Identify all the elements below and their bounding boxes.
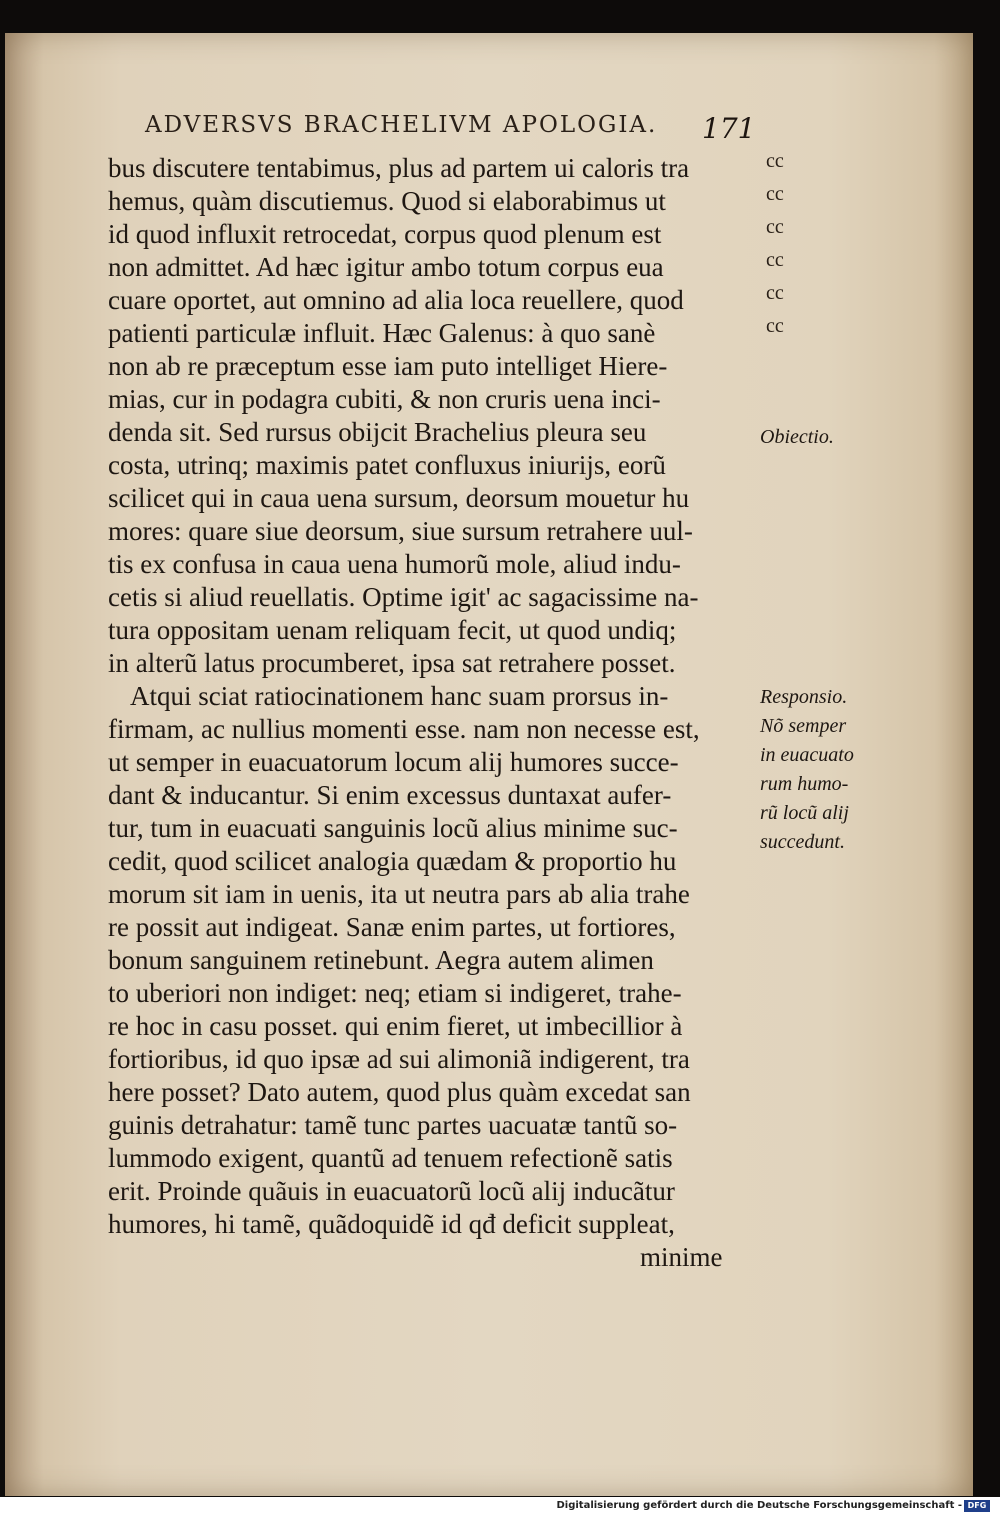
text-line: patienti particulæ influit. Hæc Galenus: à quo sanè bbox=[108, 318, 656, 348]
text-line: lummodo exigent, quantũ ad tenuem refectionẽ satis bbox=[108, 1143, 673, 1173]
marginal-quote-mark: cc bbox=[766, 216, 784, 238]
page-number: 171 bbox=[702, 112, 756, 145]
text-line: dant & inducantur. Si enim excessus duntaxat aufer- bbox=[108, 780, 672, 810]
text-line: mores: quare siue deorsum, siue sursum retrahere uul- bbox=[108, 516, 693, 546]
marginal-note-response: Responsio. bbox=[760, 686, 848, 708]
marginal-note-objection: Obiectio. bbox=[760, 426, 834, 448]
catchword: minime bbox=[640, 1242, 723, 1272]
text-line: tis ex confusa in caua uena humorũ mole, aliud indu- bbox=[108, 549, 681, 579]
text-line: bus discutere tentabimus, plus ad partem ui caloris tra bbox=[108, 153, 690, 183]
text-line: cuare oportet, aut omnino ad alia loca reuellere, quod bbox=[108, 285, 684, 315]
text-line: erit. Proinde quãuis in euacuatorũ locũ alij inducãtur bbox=[108, 1176, 675, 1206]
text-line: bonum sanguinem retinebunt. Aegra autem alimen bbox=[108, 945, 654, 975]
text-line: denda sit. Sed rursus obijcit Brachelius pleura seu bbox=[108, 417, 647, 447]
text-line: humores, hi tamẽ, quãdoquidẽ id qđ deficit suppleat, bbox=[108, 1209, 675, 1239]
text-line: here posset? Dato autem, quod plus quàm excedat san bbox=[108, 1077, 691, 1107]
text-line: fortioribus, id quo ipsæ ad sui alimoniã indigerent, tra bbox=[108, 1044, 690, 1074]
text-line: tura oppositam uenam reliquam fecit, ut quod undiq; bbox=[108, 615, 677, 645]
marginal-quote-mark: cc bbox=[766, 315, 784, 337]
marginal-note-response: in euacuato bbox=[760, 744, 854, 766]
text-line: tur, tum in euacuati sanguinis locũ alius minime suc- bbox=[108, 813, 678, 843]
text-line: Atqui sciat ratiocinationem hanc suam prorsus in- bbox=[130, 681, 669, 711]
text-line: costa, utrinq; maximis patet confluxus iniurijs, eorũ bbox=[108, 450, 666, 480]
text-line: cedit, quod scilicet analogia quædam & proportio hu bbox=[108, 846, 677, 876]
text-line: in alterũ latus procumberet, ipsa sat retrahere posset. bbox=[108, 648, 676, 678]
text-line: hemus, quàm discutiemus. Quod si elaborabimus ut bbox=[108, 186, 666, 216]
text-line: re possit aut indigeat. Sanæ enim partes, ut fortiores, bbox=[108, 912, 676, 942]
dfg-logo-icon: DFG bbox=[964, 1500, 990, 1512]
text-line: id quod influxit retrocedat, corpus quod plenum est bbox=[108, 219, 662, 249]
marginal-note-response: succedunt. bbox=[760, 831, 845, 853]
marginal-quote-mark: cc bbox=[766, 150, 784, 172]
text-line: cetis si aliud reuellatis. Optime igit' ac sagacissime na- bbox=[108, 582, 699, 612]
marginal-quote-mark: cc bbox=[766, 249, 784, 271]
text-line: re hoc in casu posset. qui enim fieret, ut imbecillior à bbox=[108, 1011, 683, 1041]
text-line: mias, cur in podagra cubiti, & non cruris uena inci- bbox=[108, 384, 661, 414]
marginal-quote-mark: cc bbox=[766, 183, 784, 205]
marginal-note-response: rum humo- bbox=[760, 773, 849, 795]
text-line: morum sit iam in uenis, ita ut neutra pars ab alia trahe bbox=[108, 879, 690, 909]
text-line: to uberiori non indiget: neq; etiam si indigeret, trahe- bbox=[108, 978, 682, 1008]
text-line: ut semper in euacuatorum locum alij humores succe- bbox=[108, 747, 679, 777]
running-title: ADVERSVS BRACHELIVM APOLOGIA. bbox=[145, 112, 658, 138]
text-line: scilicet qui in caua uena sursum, deorsum mouetur hu bbox=[108, 483, 690, 513]
text-line: non admittet. Ad hæc igitur ambo totum corpus eua bbox=[108, 252, 664, 282]
text-line: guinis detrahatur: tamẽ tunc partes uacuatæ tantũ so- bbox=[108, 1110, 678, 1140]
marginal-quote-mark: cc bbox=[766, 282, 784, 304]
marginal-note-response: Nõ semper bbox=[760, 715, 847, 737]
text-line: non ab re præceptum esse iam puto intelliget Hiere- bbox=[108, 351, 668, 381]
digitization-credit: Digitalisierung gefördert durch die Deutsche Forschungsgemeinschaft - bbox=[556, 1500, 962, 1511]
marginal-note-response: rũ locũ alij bbox=[760, 802, 849, 824]
text-line: firmam, ac nullius momenti esse. nam non necesse est, bbox=[108, 714, 700, 744]
